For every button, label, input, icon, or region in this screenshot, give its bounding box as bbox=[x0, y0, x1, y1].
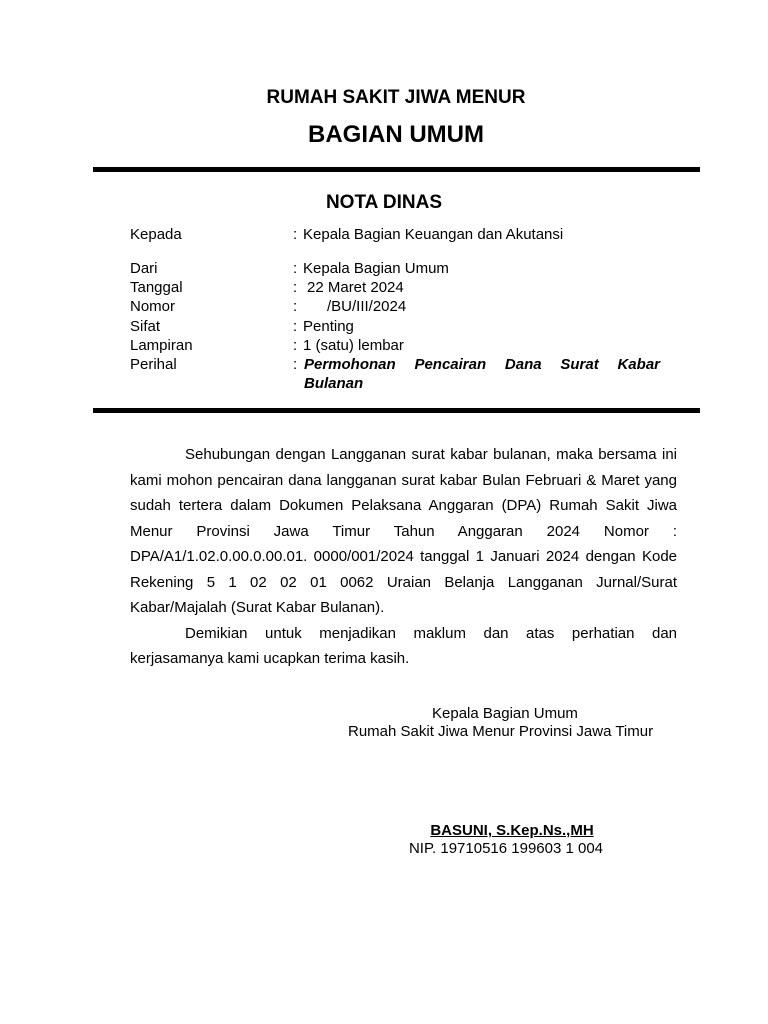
field-colon: : bbox=[293, 318, 298, 335]
organization-name: RUMAH SAKIT JIWA MENUR bbox=[266, 87, 526, 108]
field-perihal bbox=[130, 355, 670, 395]
field-value: Kepala Bagian Keuangan dan Akutansi bbox=[303, 226, 564, 243]
signature-nip: NIP. 19710516 199603 1 004 bbox=[408, 840, 604, 857]
header-divider bbox=[93, 167, 700, 172]
field-colon: : bbox=[293, 337, 298, 354]
field-value: 22 Maret 2024 bbox=[307, 279, 404, 296]
department-name: BAGIAN UMUM bbox=[308, 121, 484, 148]
field-label: Dari bbox=[130, 260, 158, 277]
field-colon: : bbox=[293, 260, 298, 277]
field-label: Sifat bbox=[130, 318, 161, 335]
field-colon: : bbox=[293, 279, 298, 296]
field-value: 1 (satu) lembar bbox=[303, 337, 404, 354]
body-paragraph-2: Demikian untuk menjadikan maklum dan atas perhatian dan kerjasamanya kami ucapkan terima kasih. bbox=[130, 624, 677, 667]
body-paragraph-1: Sehubungan dengan Langganan surat kabar bulanan, maka bersama ini kami mohon pencairan dana langganan surat kabar Bulan Februari & Maret yang sudah tertera dalam Dokumen Pelaksana Anggaran (DPA) Rumah Sakit Jiwa Menur Provinsi Jawa Timur Tahun Anggaran 2024 Nomor : DPA/A1/1.02.0.00.0.00.01. 0000/001/2024 tanggal 1 Januari 2024 dengan Kode Rekening 5 1 02 02 01 0062 Uraian Belanja Langganan Jurnal/Surat Kabar/Majalah (Surat Kabar Bulanan). bbox=[130, 446, 677, 616]
field-colon: : bbox=[293, 226, 298, 243]
field-label: Tanggal bbox=[130, 279, 183, 296]
field-label: Kepada bbox=[130, 226, 182, 243]
memo-body bbox=[130, 442, 677, 672]
field-value: Penting bbox=[303, 318, 354, 335]
body-divider bbox=[93, 408, 700, 413]
field-label: Nomor bbox=[130, 298, 176, 315]
field-colon: : bbox=[293, 356, 298, 373]
field-label: Lampiran bbox=[130, 337, 193, 354]
signature-name: BASUNI, S.Kep.Ns.,MH bbox=[430, 822, 594, 839]
field-colon: : bbox=[293, 298, 298, 315]
field-value: /BU/III/2024 bbox=[327, 298, 407, 315]
field-value-line2: Bulanan bbox=[304, 375, 364, 392]
field-label: Perihal bbox=[130, 356, 177, 373]
field-value-line1: Permohonan Pencairan Dana Surat Kabar bbox=[304, 356, 660, 373]
memo-title: NOTA DINAS bbox=[325, 192, 443, 213]
signature-institution: Rumah Sakit Jiwa Menur Provinsi Jawa Timur bbox=[348, 723, 654, 740]
field-value: Kepala Bagian Umum bbox=[303, 260, 449, 277]
signature-position: Kepala Bagian Umum bbox=[432, 705, 578, 722]
